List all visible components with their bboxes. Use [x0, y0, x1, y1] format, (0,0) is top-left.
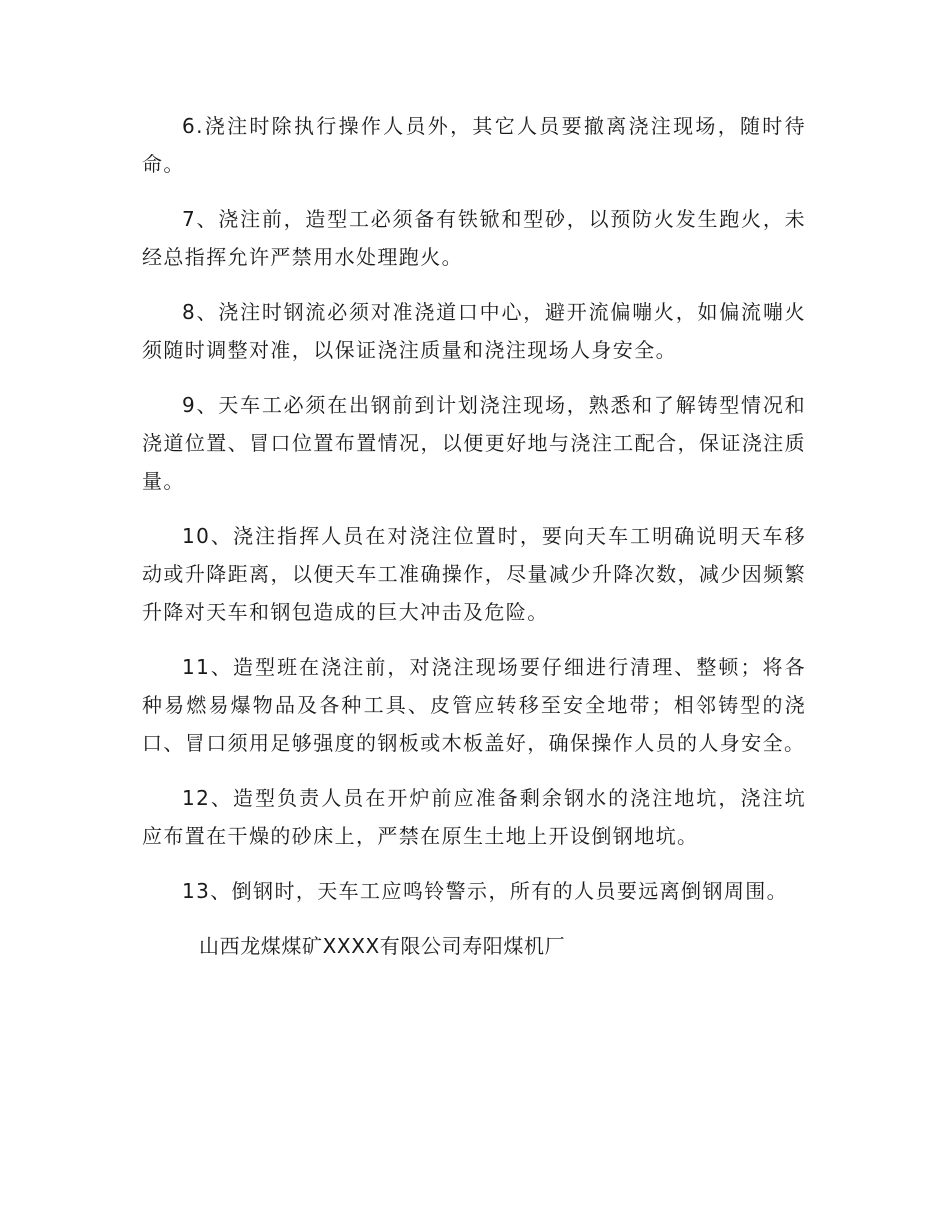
paragraph-item-6: 6.浇注时除执行操作人员外，其它人员要撤离浇注现场，随时待命。: [142, 114, 806, 176]
paragraph-item-10: 10、浇注指挥人员在对浇注位置时，要向天车工明确说明天车移动或升降距离，以便天车工准确操作，尽量减少升降次数，减少因频繁升降对天车和钢包造成的巨大冲击及危险。: [142, 524, 806, 624]
company-footer: 山西龙煤煤矿XXXX有限公司寿阳煤机厂: [199, 934, 566, 958]
paragraph-item-12: 12、造型负责人员在开炉前应准备剩余钢水的浇注地坑，浇注坑应布置在干燥的砂床上，严禁在原生土地上开设倒钢地坑。: [142, 786, 806, 848]
paragraph-item-7: 7、浇注前，造型工必须备有铁锨和型砂，以预防火发生跑火，未经总指挥允许严禁用水处理跑火。: [142, 207, 806, 269]
paragraph-item-13: 13、倒钢时，天车工应鸣铃警示，所有的人员要远离倒钢周围。: [182, 879, 789, 903]
paragraph-item-8: 8、浇注时钢流必须对准浇道口中心，避开流偏嘣火，如偏流嘣火须随时调整对准，以保证浇注质量和浇注现场人身安全。: [142, 300, 806, 362]
paragraph-item-9: 9、天车工必须在出钢前到计划浇注现场，熟悉和了解铸型情况和浇道位置、冒口位置布置情况，以便更好地与浇注工配合，保证浇注质量。: [142, 393, 806, 493]
document-body: [142, 107, 806, 965]
paragraph-item-11: 11、造型班在浇注前，对浇注现场要仔细进行清理、整顿；将各种易燃易爆物品及各种工具、皮管应转移至安全地带；相邻铸型的浇口、冒口须用足够强度的钢板或木板盖好，确保操作人员的人身安全。: [142, 655, 806, 755]
